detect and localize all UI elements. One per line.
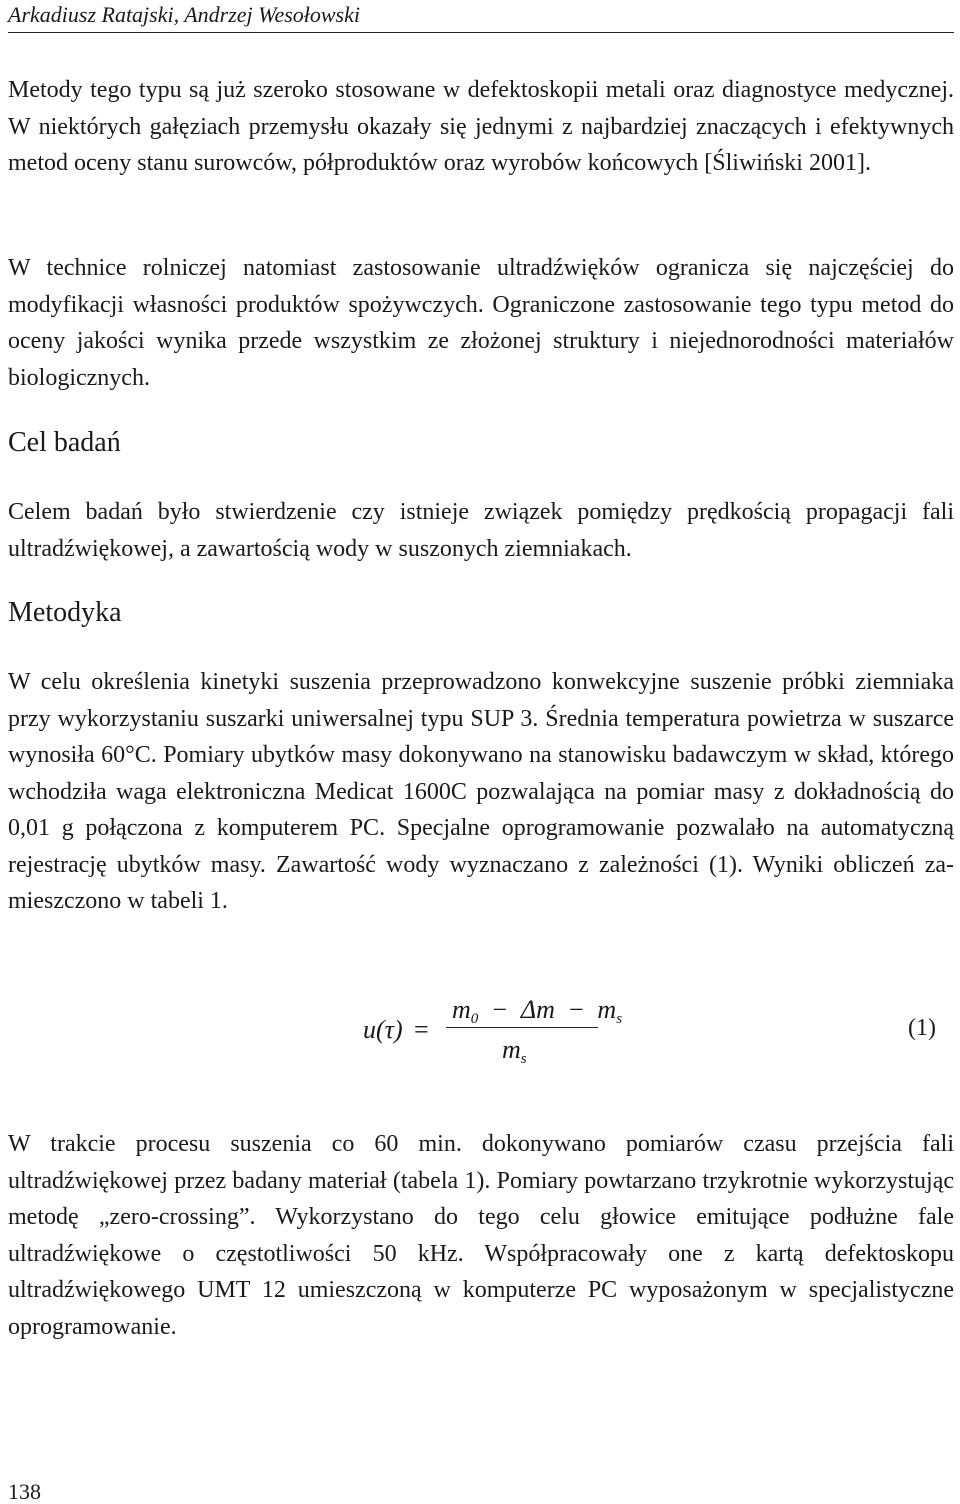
denominator-m: m — [502, 1035, 521, 1064]
paragraph-intro: Metody tego typu są już szeroko stosowane w defektoskopii metali oraz diagnostyce medycznej. W niektórych gałęziach przemysłu okazały się jednymi z najbardziej znaczących i efektywnych metod oceny stanu surowców, półproduktów oraz wyrobów końcowych [Śliwiński 2001]. — [8, 77, 954, 176]
denominator-sub-s: s — [520, 1051, 527, 1067]
numerator-sub-s: s — [616, 1011, 623, 1027]
equation-equals: = — [414, 1015, 429, 1044]
equation-1 — [0, 985, 960, 1085]
paragraph-methodology: W celu określenia kinetyki suszenia przeprowadzono konwekcyjne suszenie próbki ziemniaka przy wykorzystaniu suszarki uniwersalnej typu SUP 3. Średnia temperatura powietrza w suszarce wynosiła 60°C. Pomiary ubytków masy dokonywano na stanowisku badawczym w skład, którego wchodziła waga elektroniczna Medicat 1600C pozwalająca na pomiar masy z dokładnością do 0,01 g połączona z komputerem PC. Specjalne oprogramowanie pozwalało na automatyczną rejestrację ubytków masy. Zawartość wody wyznaczano z zależności (1). Wyniki obliczeń zamieszczono w tabeli 1. — [8, 669, 954, 914]
numerator-ms: m — [597, 995, 617, 1024]
paragraph-research-goal: Celem badań było stwierdzenie czy istnieje związek pomiędzy prędkością propagacji fali ultradźwiękowej, a zawartością wody w suszonych ziemniakach. — [8, 499, 954, 562]
paragraph-ultrasound-measurement: W trakcie procesu suszenia co 60 min. dokonywano pomiarów czasu przejścia fali ultradźwiękowej przez badany materiał (tabela 1). Pomiary powtarzano trzykrotnie wykorzystując metodę „zero-crossing”. Wykorzystano do tego celu głowice emitujące podłużne fale ultradźwiękowe o częstotliwości 50 kHz. Współpracowały one z kartą defektoskopu ultradźwiękowego UMT 12 umieszczoną w komputerze PC wyposażonym w specjalistyczne oprogramowanie. — [8, 1131, 954, 1340]
numerator-delta-m: Δm — [520, 995, 555, 1024]
fraction-bar — [446, 1027, 598, 1028]
equation-number: (1) — [908, 1015, 936, 1041]
numerator-m: m — [452, 995, 471, 1024]
page-number: 138 — [8, 1479, 41, 1504]
equation-numerator: $m_0 - \Delta m - m_s$ — [452, 995, 623, 1027]
equation-lhs: u(τ) — [363, 1015, 403, 1044]
heading-methodology: Metodyka — [8, 597, 122, 628]
running-header: Arkadiusz Ratajski, Andrzej Wesołowski — [8, 2, 954, 33]
heading-research-goal: Cel badań — [8, 427, 121, 458]
equation-denominator — [502, 1035, 527, 1068]
paragraph-agricultural: W technice rolniczej natomiast zastosowanie ultradźwięków ogranicza się najczęściej do modyfikacji własności produktów spożywczych. Ograniczone zastosowanie tego typu metod do oceny jakości wynika przede wszystkim ze złożonej struktury i niejednorodności materiałów biologicznych. — [8, 255, 954, 391]
numerator-sub-0: 0 — [470, 1011, 479, 1027]
